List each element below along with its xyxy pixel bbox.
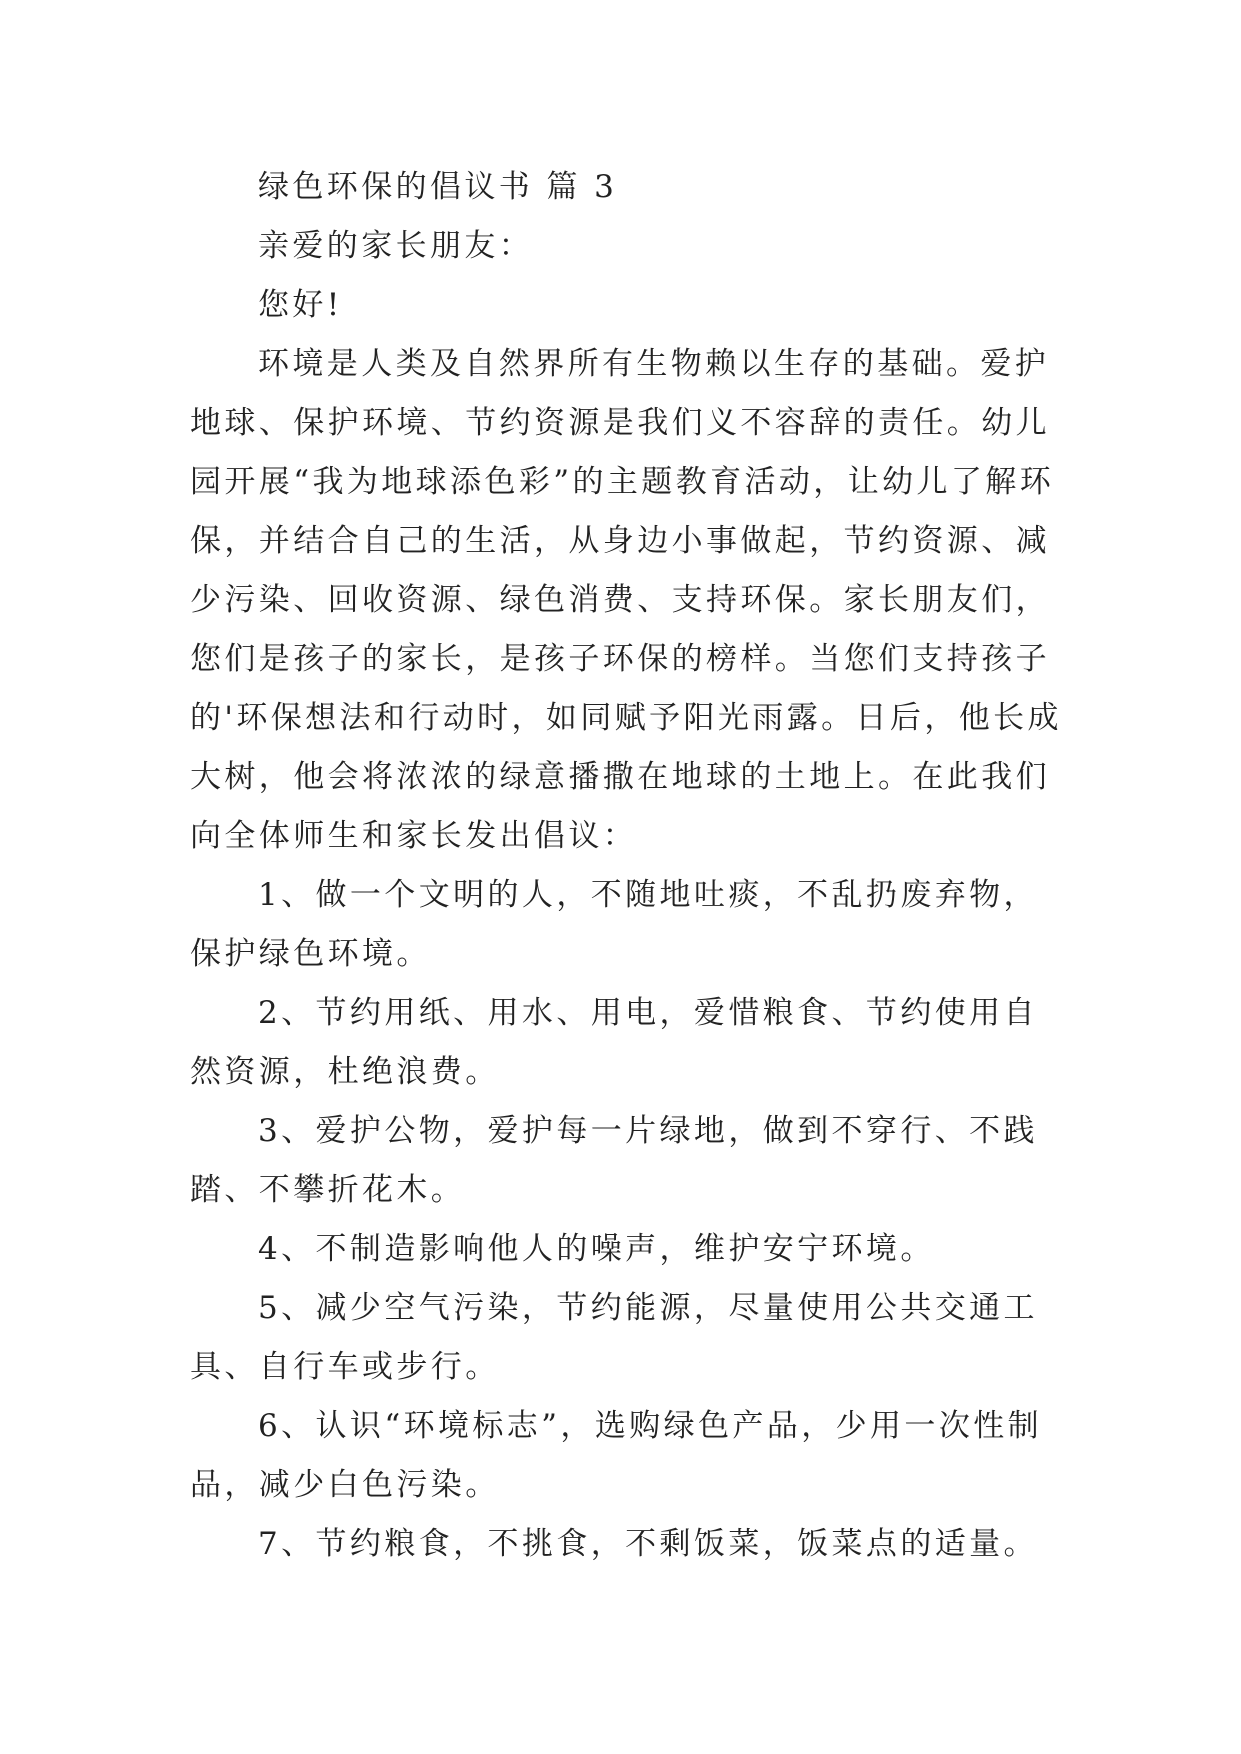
proposal-item-5: 5、减少空气污染，节约能源，尽量使用公共交通工具、自行车或步行。 xyxy=(190,1290,1038,1385)
proposal-item-2: 2、节约用纸、用水、用电，爱惜粮食、节约使用自然资源，杜绝浪费。 xyxy=(190,995,1038,1090)
proposal-item-3: 3、爱护公物，爱护每一片绿地，做到不穿行、不践踏、不攀折花木。 xyxy=(190,1113,1038,1208)
proposal-item-1: 1、做一个文明的人，不随地吐痰，不乱扔废弃物，保护绿色环境。 xyxy=(190,877,1038,972)
salutation: 亲爱的家长朋友： xyxy=(258,228,534,264)
greeting: 您好! xyxy=(258,287,343,323)
document-body xyxy=(190,158,1070,1574)
proposal-item-7: 7、节约粮食，不挑食，不剩饭菜，饭菜点的适量。 xyxy=(258,1526,1038,1562)
proposal-item-6: 6、认识“环境标志”，选购绿色产品，少用一次性制品，减少白色污染。 xyxy=(190,1408,1043,1503)
document-title: 绿色环保的倡议书 篇 3 xyxy=(258,169,618,205)
proposal-item-4: 4、不制造影响他人的噪声，维护安宁环境。 xyxy=(258,1231,935,1267)
body-paragraph: 环境是人类及自然界所有生物赖以生存的基础。爱护地球、保护环境、节约资源是我们义不容辞的责任。幼儿园开展“我为地球添色彩”的主题教育活动，让幼儿了解环保，并结合自己的生活，从身边小事做起，节约资源、减少污染、回收资源、绿色消费、支持环保。家长朋友们，您们是孩子的家长，是孩子环保的榜样。当您们支持孩子的'环保想法和行动时，如同赋予阳光雨露。日后，他长成大树，他会将浓浓的绿意播撒在地球的土地上。在此我们向全体师生和家长发出倡议： xyxy=(190,346,1062,854)
